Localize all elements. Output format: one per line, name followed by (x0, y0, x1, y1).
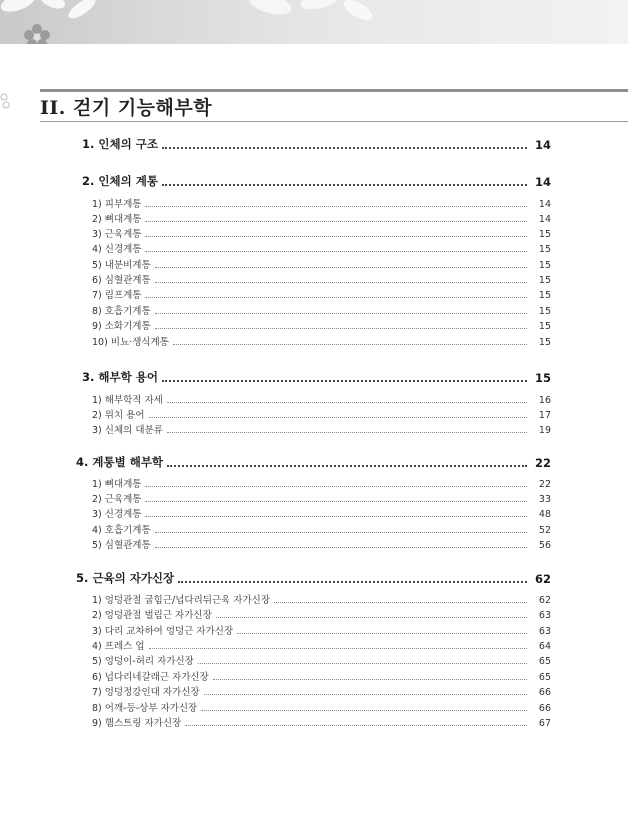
leader-dots (167, 465, 527, 467)
toc-item[interactable]: 2) 위치 용어 17 (92, 410, 551, 421)
toc-item[interactable]: 5) 내분비계통 15 (92, 260, 551, 271)
page-number: 15 (538, 229, 551, 240)
toc-section[interactable]: 2. 인체의 계통 14 (82, 174, 551, 189)
toc-section[interactable]: 5. 근육의 자가신장 62 (76, 571, 551, 586)
page-number: 65 (538, 672, 551, 683)
page-number: 15 (538, 244, 551, 255)
toc-item[interactable]: 7) 엉덩정강인대 자가신장 66 (92, 687, 551, 698)
leader-dots (155, 267, 527, 268)
toc-item[interactable]: 2) 뼈대계통 14 (92, 214, 551, 225)
page-number: 16 (538, 395, 551, 406)
chapter-title: II. 걷기 기능해부학 (40, 97, 213, 119)
page-number: 17 (538, 410, 551, 421)
leader-dots (201, 710, 527, 711)
page-number: 22 (538, 479, 551, 490)
page-number: 15 (538, 275, 551, 286)
page-number: 15 (538, 290, 551, 301)
toc-item[interactable]: 3) 신경계통 48 (92, 509, 551, 520)
page-number: 63 (538, 610, 551, 621)
toc-item[interactable]: 2) 엉덩관절 벌림근 자가신장 63 (92, 610, 551, 621)
page-number: 56 (538, 540, 551, 551)
toc-item[interactable]: 3) 신체의 대분류 19 (92, 425, 551, 436)
title-rule-bottom (40, 121, 628, 122)
toc-item[interactable]: 10) 비뇨·생식계통 15 (92, 337, 551, 348)
toc-item[interactable]: 6) 심혈관계통 15 (92, 275, 551, 286)
page-number: 66 (538, 703, 551, 714)
toc-item[interactable]: 3) 다리 교차하여 엉덩근 자가신장 63 (92, 626, 551, 637)
toc-item[interactable]: 8) 어깨-등-상부 자가신장 66 (92, 703, 551, 714)
toc-item[interactable]: 4) 프레스 업 64 (92, 641, 551, 652)
toc-item[interactable]: 1) 뼈대계통 22 (92, 479, 551, 490)
page-number: 66 (538, 687, 551, 698)
toc-item[interactable]: 1) 해부학적 자세 16 (92, 395, 551, 406)
page-number: 15 (538, 321, 551, 332)
leader-dots (145, 501, 527, 502)
leader-dots (162, 380, 527, 382)
leader-dots (145, 206, 527, 207)
toc-section[interactable]: 1. 인체의 구조 14 (82, 137, 551, 152)
leader-dots (145, 236, 527, 237)
page-number: 19 (538, 425, 551, 436)
leader-dots (145, 251, 527, 252)
leader-dots (145, 486, 527, 487)
leader-dots (162, 184, 527, 186)
page-number: 64 (538, 641, 551, 652)
toc-item[interactable]: 7) 림프계통 15 (92, 290, 551, 301)
flower-decoration-icon-right (240, 0, 380, 40)
leader-dots (167, 402, 527, 403)
leader-dots (198, 663, 527, 664)
leader-dots (237, 633, 527, 634)
flower-decoration-icon (0, 0, 110, 44)
small-flower-icon (22, 22, 52, 44)
header-banner (0, 0, 628, 44)
leader-dots (149, 648, 528, 649)
page-number: 15 (538, 337, 551, 348)
leader-dots (155, 313, 527, 314)
page-number: 62 (534, 572, 551, 586)
leader-dots (213, 679, 527, 680)
page-number: 33 (538, 494, 551, 505)
leader-dots (145, 297, 527, 298)
toc-item[interactable]: 1) 피부계통 14 (92, 199, 551, 210)
toc-item[interactable]: 1) 엉덩관절 굽힘근/넙다리뒤근육 자가신장 62 (92, 595, 551, 606)
toc-item[interactable]: 2) 근육계통 33 (92, 494, 551, 505)
page-number: 63 (538, 626, 551, 637)
leader-dots (204, 694, 527, 695)
page-number: 15 (538, 306, 551, 317)
page-number: 14 (534, 175, 551, 189)
leader-dots (216, 617, 527, 618)
leader-dots (274, 602, 527, 603)
side-ornament-icon (0, 92, 14, 110)
leader-dots (145, 221, 527, 222)
leader-dots (162, 147, 527, 149)
page-number: 22 (534, 456, 551, 470)
toc-item[interactable]: 9) 햄스트링 자가신장 67 (92, 718, 551, 729)
leader-dots (167, 432, 527, 433)
toc-section[interactable]: 3. 해부학 용어 15 (82, 370, 551, 385)
toc-item[interactable]: 9) 소화기계통 15 (92, 321, 551, 332)
page-number: 15 (534, 371, 551, 385)
leader-dots (178, 581, 527, 583)
page-number: 67 (538, 718, 551, 729)
toc-item[interactable]: 6) 넙다리네갈래근 자가신장 65 (92, 672, 551, 683)
page-number: 14 (538, 214, 551, 225)
toc-item[interactable]: 3) 근육계통 15 (92, 229, 551, 240)
page-number: 15 (538, 260, 551, 271)
leader-dots (145, 516, 527, 517)
toc-item[interactable]: 4) 신경계통 15 (92, 244, 551, 255)
toc-section[interactable]: 4. 계통별 해부학 22 (76, 455, 551, 470)
page-number: 65 (538, 656, 551, 667)
page-number: 52 (538, 525, 551, 536)
toc-item[interactable]: 5) 엉덩이-허리 자가신장 65 (92, 656, 551, 667)
toc-item[interactable]: 4) 호흡기계통 52 (92, 525, 551, 536)
page-number: 48 (538, 509, 551, 520)
leader-dots (173, 344, 527, 345)
leader-dots (155, 532, 527, 533)
page-number: 14 (538, 199, 551, 210)
toc-item[interactable]: 5) 심혈관계통 56 (92, 540, 551, 551)
page-number: 62 (538, 595, 551, 606)
leader-dots (185, 725, 527, 726)
toc-item[interactable]: 8) 호흡기계통 15 (92, 306, 551, 317)
leader-dots (155, 547, 527, 548)
title-rule-top (40, 89, 628, 92)
leader-dots (155, 328, 527, 329)
page-number: 14 (534, 138, 551, 152)
leader-dots (155, 282, 527, 283)
leader-dots (149, 417, 528, 418)
